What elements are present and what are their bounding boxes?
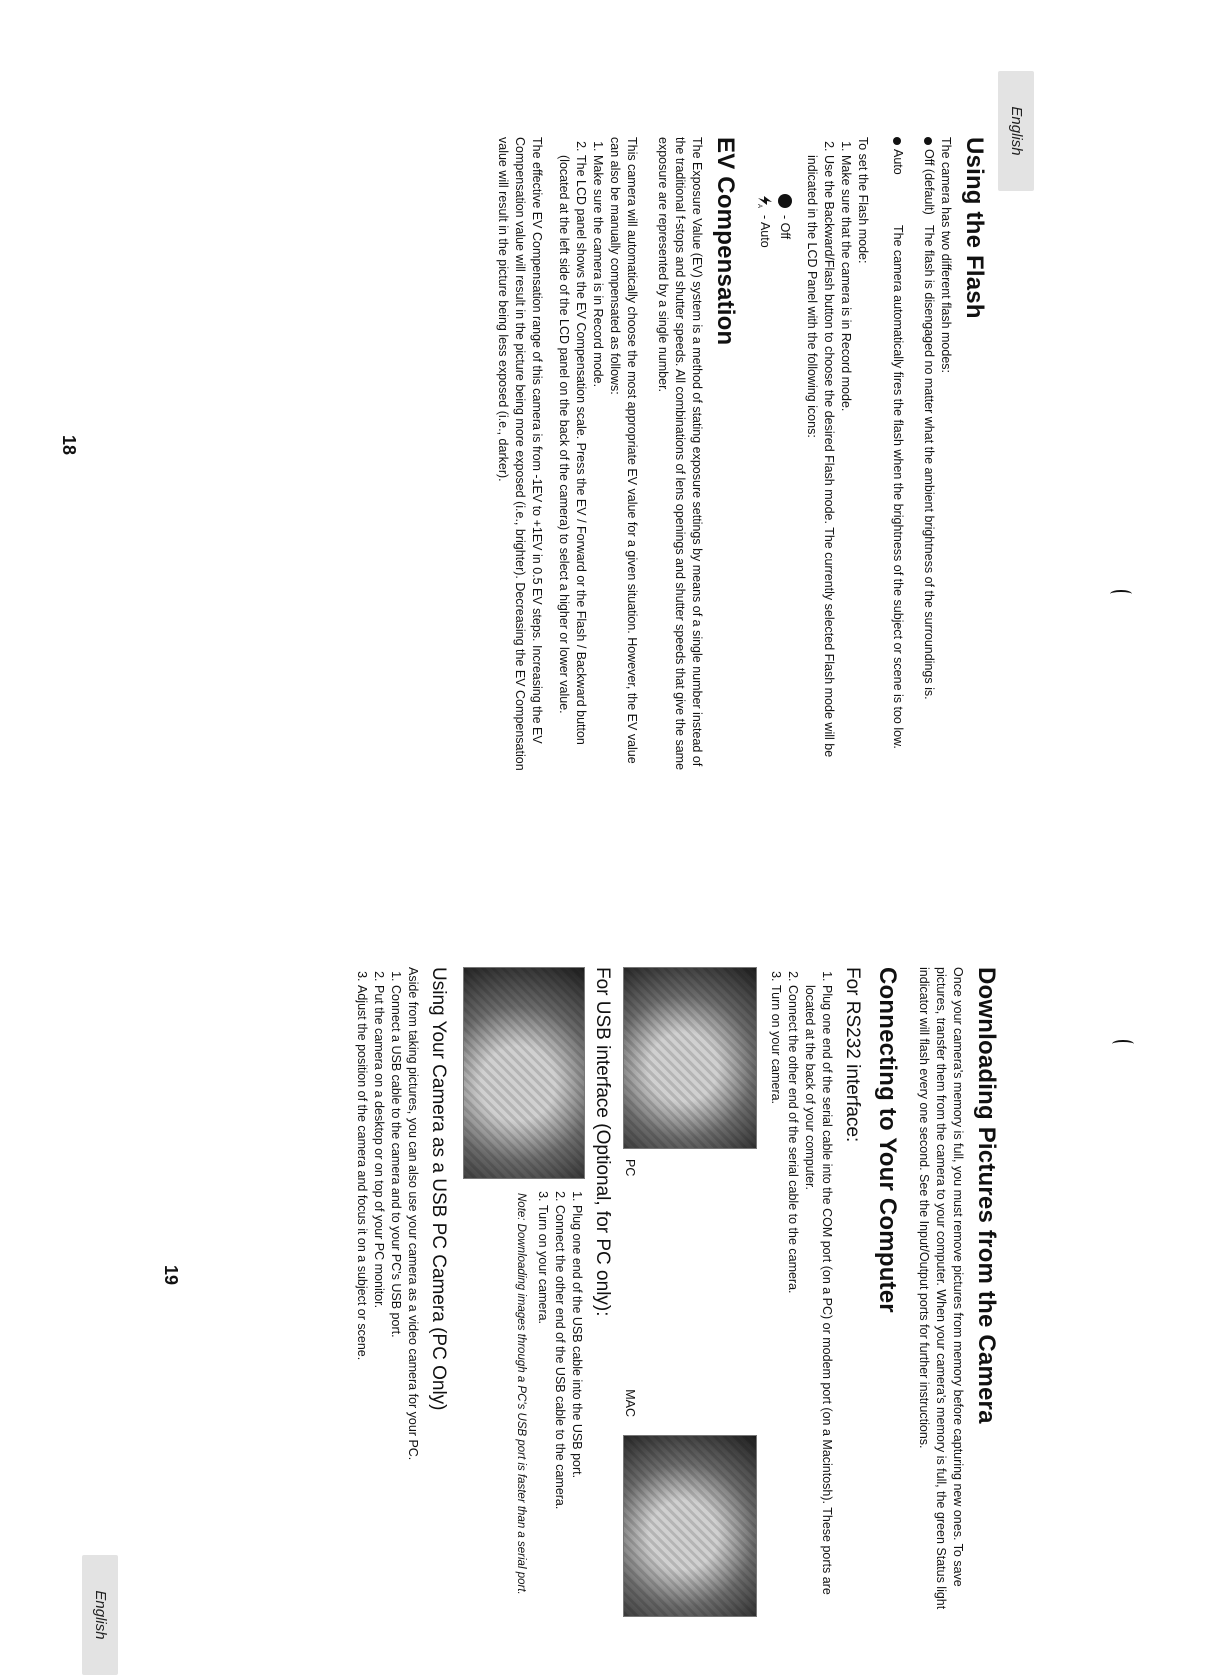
rs232-subtitle: For RS232 interface: [842, 967, 863, 1143]
list-item: 2. Connect the other end of the serial cable to the camera. [784, 985, 801, 1617]
list-item: 1. Plug one end of the USB cable into the USB port. [568, 1205, 585, 1617]
usb-steps-list [534, 1193, 585, 1617]
flash-mode-auto [889, 137, 906, 787]
page-19-content [343, 967, 1000, 1617]
flash-steps-list [803, 137, 854, 787]
list-item: 1. Make sure the camera is in Record mode. [589, 155, 606, 787]
port-photos [623, 967, 757, 1617]
scan-hole-mark [1112, 1040, 1134, 1048]
page-18-content [480, 137, 988, 787]
pc-camera-subtitle: Using Your Camera as a USB PC Camera (PC Only) [428, 967, 449, 1411]
flash-mode-term: Off (default) [922, 149, 936, 215]
list-item: 2. Connect the other end of the USB cable to the camera. [551, 1205, 568, 1617]
flash-section-title: Using the Flash [961, 137, 988, 319]
pc-port-photo [623, 967, 757, 1149]
rs232-steps-list [767, 967, 835, 1617]
ev-paragraph-2: This camera will automatically choose the most appropriate EV value for a given situation. However, the EV value can also be manually compensated as follows: [608, 137, 639, 764]
page-number: 19 [161, 1264, 181, 1286]
ev-paragraph-1: The Exposure Value (EV) system is a method of stating exposure settings by means of a single number instead of the traditional f-stops and shutter speeds. All combinations of lens openings and shutter speeds that give the same exposure are represented by a single number. [656, 137, 704, 771]
download-section-title: Downloading Pictures from the Camera [973, 967, 1000, 1424]
flash-off-row [777, 193, 793, 787]
usb-port-photo [463, 967, 585, 1179]
language-badge: English [82, 1555, 118, 1675]
flash-auto-icon [757, 193, 773, 209]
page-19 [40, 895, 1040, 1655]
list-item: 2. Use the Backward/Flash button to choose the desired Flash mode. The currently selected Flash mode will be indicated in the LCD Panel with the following icons: [803, 155, 837, 787]
page-18 [40, 65, 1040, 825]
language-badge: English [998, 71, 1034, 191]
flash-auto-label: - Auto [758, 215, 772, 248]
ev-paragraph-3: The effective EV Compensation range of this camera is from -1EV to +1EV in 0.5 EV steps. Increasing the EV Compensation value will result in the picture being more exposed (i.e., brighter). Decreasing the EV Compensation value will result in the picture being less exposed (i.e., darker). [496, 137, 544, 771]
mac-photo-label: MAC [623, 1389, 637, 1417]
list-item: 1. Connect a USB cable to the camera and to your PC's USB port. [387, 985, 404, 1617]
flash-mode-desc: The flash is disengaged no matter what the ambient brightness of the surroundings is. [922, 225, 936, 700]
ev-section-title: EV Compensation [712, 137, 739, 346]
flash-mode-term: Auto [891, 149, 905, 175]
mac-port-photo [623, 1435, 757, 1617]
flash-off-label: - Off [778, 215, 792, 240]
connect-section-title: Connecting to Your Computer [874, 967, 901, 1313]
pc-camera-steps-list [353, 967, 404, 1617]
flash-mode-desc: The camera automatically fires the flash when the brightness of the subject or scene is too low. [891, 225, 905, 749]
flash-modes-list [889, 137, 937, 787]
list-item: 3. Adjust the position of the camera and focus it on a subject or scene. [353, 985, 370, 1617]
usb-subtitle: For USB interface (Optional, for PC only): [592, 967, 613, 1317]
list-item: 2. Put the camera on a desktop or on top of your PC monitor. [370, 985, 387, 1617]
flash-mode-off [920, 137, 937, 787]
list-item: 1. Make sure that the camera is in Record mode. [837, 155, 854, 787]
flash-intro: The camera has two different flash modes: [939, 137, 953, 373]
list-item: 3. Turn on your camera. [767, 985, 784, 1617]
list-item: 3. Turn on your camera. [534, 1205, 551, 1617]
page-number: 18 [59, 434, 79, 456]
bullet-icon [924, 137, 932, 145]
pc-camera-intro: Aside from taking pictures, you can also use your camera as a video camera for your PC. [406, 967, 420, 1461]
list-item: 1. Plug one end of the serial cable into the COM port (on a PC) or modem port (on a Macintosh). These ports are located at the back of your computer. [801, 985, 835, 1617]
pc-photo-label: PC [623, 1159, 637, 1177]
download-paragraph: Once your camera's memory is full, you must remove pictures from memory before capturing new ones. To save pictures, transfer them from the camera to your computer. When your camera's memory is full, the green Status light indicator will flash every one second. See the Input/Output ports for further instructions. [917, 967, 965, 1610]
list-item: 2. The LCD panel shows the EV Compensation scale. Press the EV / Forward or the Flash / Backward button (located at the left side of the LCD panel on the back of the camera) to select a higher or lower value. [555, 155, 589, 787]
usb-block [463, 967, 585, 1617]
usb-note: Note: Downloading images through a PC's USB port is faster than a serial port. [515, 1193, 527, 1595]
flash-off-icon [777, 193, 793, 209]
scan-hole-mark [1110, 590, 1132, 598]
flash-steps-intro: To set the Flash mode: [856, 137, 870, 264]
svg-text:A: A [756, 204, 762, 209]
flash-auto-row [757, 193, 773, 787]
ev-steps-list [555, 137, 606, 787]
bullet-icon [893, 137, 901, 145]
